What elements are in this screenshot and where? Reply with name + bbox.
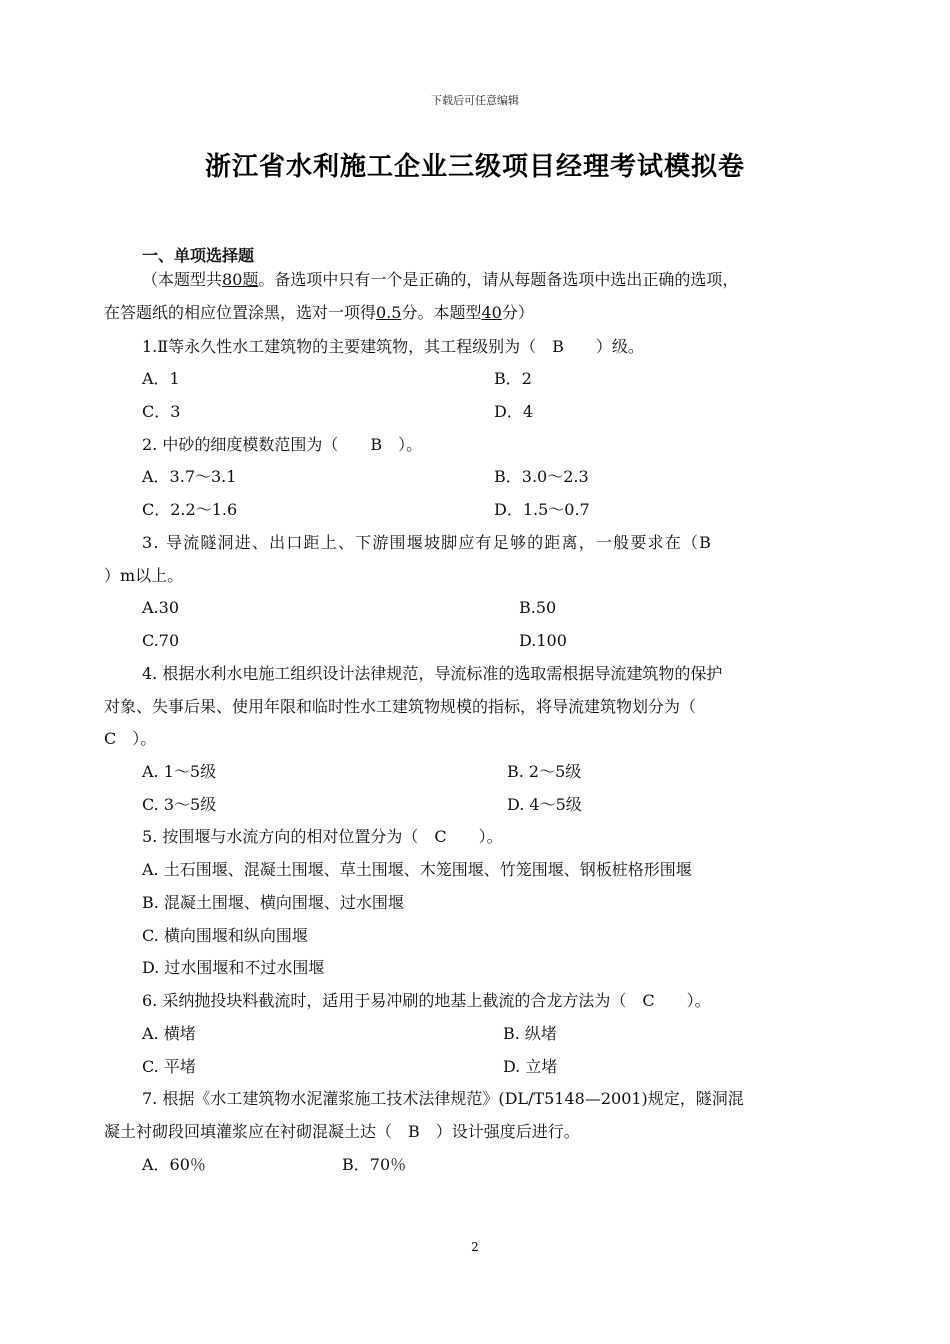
question-3-option-c: C.70 — [142, 631, 180, 650]
question-6-option-c: C. 平堵 — [142, 1057, 196, 1076]
question-6-option-a: A. 横堵 — [142, 1024, 196, 1043]
question-4-stem-line-1: 4. 根据水利水电施工组织设计法律规范，导流标准的选取需根据导流建筑物的保护 — [142, 664, 723, 683]
question-6-stem: 6. 采纳抛投块料截流时，适用于易冲刷的地基上截流的合龙方法为（ C ）。 — [142, 991, 711, 1010]
section-heading: 一、单项选择题 — [142, 246, 255, 265]
question-7-option-b: B．70％ — [342, 1155, 407, 1174]
question-1-option-a: A．1 — [142, 369, 180, 388]
question-2-option-c: C．2.2～1.6 — [142, 500, 238, 519]
intro-score: 0.5 — [376, 303, 402, 322]
intro-total: 40 — [481, 303, 502, 322]
question-4-option-a: A. 1～5级 — [142, 762, 217, 781]
question-2-stem: 2. 中砂的细度模数范围为（ B ）。 — [142, 435, 423, 454]
question-7-option-a: A．60％ — [142, 1155, 206, 1174]
question-6-option-d: D. 立堵 — [503, 1057, 558, 1076]
page-number: 2 — [471, 1240, 479, 1254]
question-3-stem-line-1: 3. 导流隧洞进、出口距上、下游围堰坡脚应有足够的距离，一般要求在（B — [142, 533, 713, 552]
question-1-stem: 1.Ⅱ等永久性水工建筑物的主要建筑物，其工程级别为（ B ）级。 — [142, 337, 644, 356]
page-title: 浙江省水利施工企业三级项目经理考试模拟卷 — [204, 152, 745, 182]
page-header: 下载后可任意编辑 — [431, 94, 519, 107]
question-6-option-b: B. 纵堵 — [503, 1024, 557, 1043]
intro-count: 80题 — [222, 270, 259, 289]
question-4-option-b: B. 2～5级 — [507, 762, 582, 781]
question-3-option-d: D.100 — [519, 631, 567, 650]
question-4-stem-line-3: C ）。 — [104, 729, 157, 748]
question-3-option-b: B.50 — [519, 598, 557, 617]
question-5-option-c: C. 横向围堰和纵向围堰 — [142, 926, 308, 945]
question-7-stem-line-1: 7. 根据《水工建筑物水泥灌浆施工技术法律规范》(DL/T5148—2001)规定，隧洞混 — [142, 1089, 744, 1108]
question-1-option-c: C．3 — [142, 402, 181, 421]
question-5-stem: 5. 按围堰与水流方向的相对位置分为（ C ）。 — [142, 827, 503, 846]
question-1-option-d: D．4 — [494, 402, 534, 421]
question-2-option-b: B．3.0～2.3 — [494, 467, 589, 486]
intro-text: 在答题纸的相应位置涂黑，选对一项得 — [104, 303, 377, 322]
intro-text: 分） — [501, 303, 534, 322]
question-5-option-d: D. 过水围堰和不过水围堰 — [142, 958, 325, 977]
intro-text: 分。本题型 — [401, 303, 482, 322]
question-3-stem-line-2: ）m以上。 — [104, 566, 184, 585]
question-4-option-d: D. 4～5级 — [507, 795, 582, 814]
question-5-option-a: A. 土石围堰、混凝土围堰、草土围堰、木笼围堰、竹笼围堰、钢板桩格形围堰 — [142, 860, 692, 879]
question-4-option-c: C. 3～5级 — [142, 795, 217, 814]
section-intro-line-2 — [104, 302, 534, 324]
question-7-stem-line-2: 凝土衬砌段回填灌浆应在衬砌混凝土达（ B ）设计强度后进行。 — [104, 1122, 580, 1141]
intro-text: （本题型共 — [142, 270, 223, 289]
question-2-option-d: D．1.5～0.7 — [494, 500, 590, 519]
question-5-option-b: B. 混凝土围堰、横向围堰、过水围堰 — [142, 893, 404, 912]
section-intro-line-1 — [142, 269, 738, 291]
intro-text: 。备选项中只有一个是正确的，请从每题备选项中选出正确的选项， — [258, 270, 739, 289]
question-3-option-a: A.30 — [142, 598, 179, 617]
question-2-option-a: A．3.7～3.1 — [142, 467, 237, 486]
question-1-option-b: B．2 — [494, 369, 532, 388]
question-4-stem-line-2: 对象、失事后果、使用年限和临时性水工建筑物规模的指标，将导流建筑物划分为（ — [104, 697, 697, 716]
